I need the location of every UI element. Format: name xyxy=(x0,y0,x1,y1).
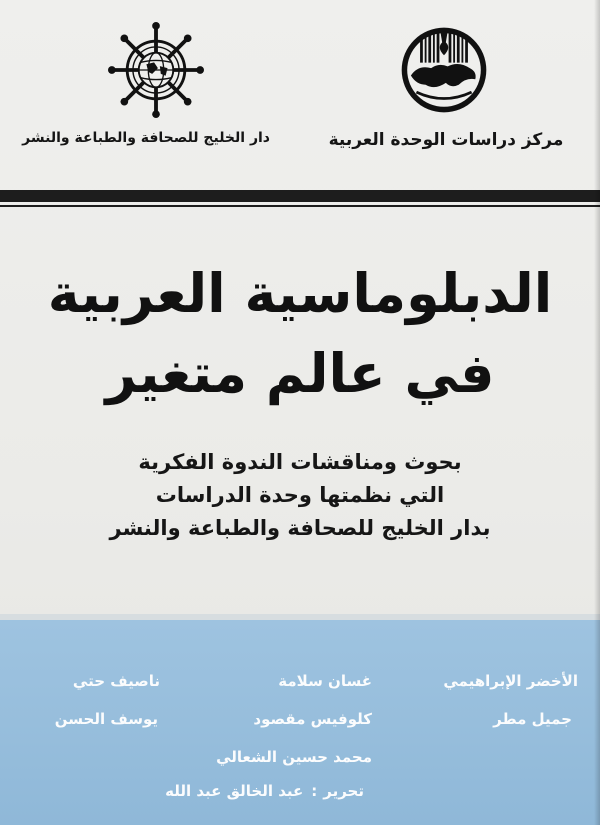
subtitle-line-2: التي نظمتها وحدة الدراسات xyxy=(155,483,445,507)
subtitle-line-3: بدار الخليج للصحافة والطباعة والنشر xyxy=(109,516,491,540)
editor-label: تحرير xyxy=(323,782,364,800)
contributor-name: جميل مطر xyxy=(493,710,572,728)
subtitle-line-1: بحوث ومناقشات الندوة الفكرية xyxy=(138,450,462,474)
editor-credit xyxy=(165,782,364,800)
publisher-name-caus: مركز دراسات الوحدة العربية xyxy=(328,130,564,150)
book-title-line-2: في عالم متغير xyxy=(105,342,495,405)
publisher-name-dar-al-khaleej: دار الخليج للصحافة والطباعة والنشر xyxy=(22,130,270,146)
contributor-name: ناصيف حتي xyxy=(72,672,160,690)
header-divider-thin xyxy=(0,205,600,207)
contributor-name: الأخضر الإبراهيمي xyxy=(443,672,578,690)
ship-wheel-globe-icon xyxy=(108,22,204,118)
book-title-line-1: الدبلوماسية العربية xyxy=(47,262,553,325)
editor-colon: : xyxy=(311,782,318,800)
editor-name: عبد الخالق عبد الله xyxy=(165,782,304,800)
arab-map-emblem-icon xyxy=(398,24,490,116)
contributor-name: يوسف الحسن xyxy=(54,710,158,728)
contributor-name: غسان سلامة xyxy=(278,672,372,690)
page-edge-shadow xyxy=(594,0,600,825)
header-divider-thick xyxy=(0,190,600,202)
contributor-name: محمد حسين الشعالي xyxy=(216,748,372,766)
contributor-name: كلوفيس مقصود xyxy=(253,710,372,728)
publisher-header xyxy=(0,0,600,190)
